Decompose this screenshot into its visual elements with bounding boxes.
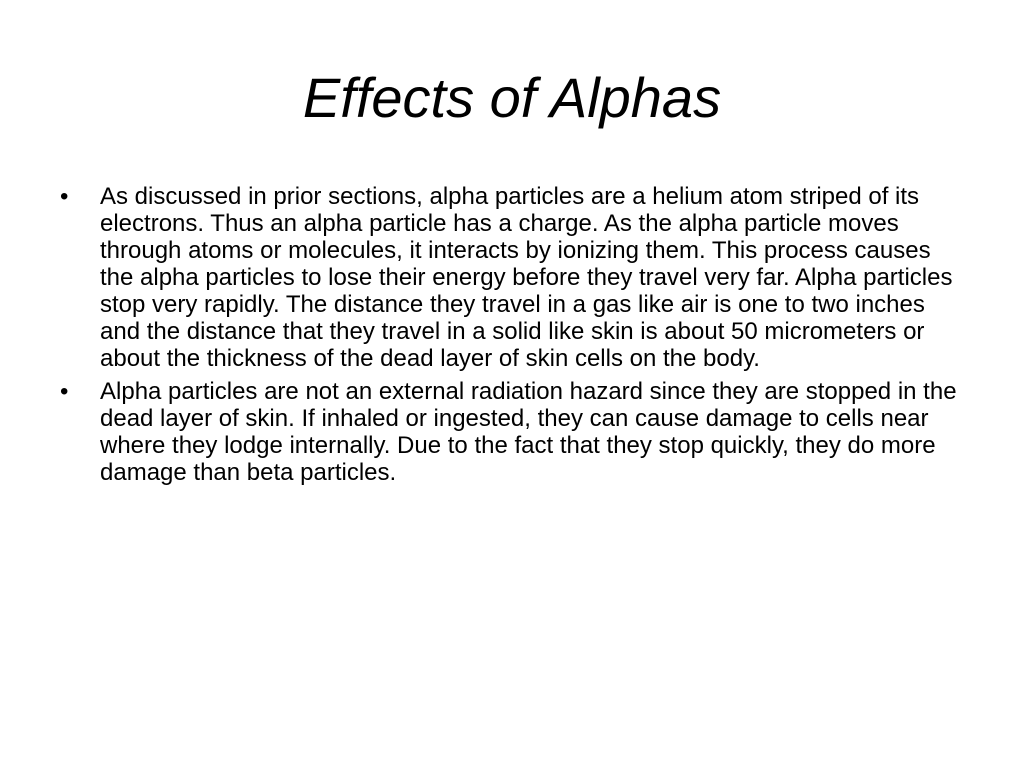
bullet-list [60,183,970,492]
bullet-text: As discussed in prior sections, alpha particles are a helium atom striped of its electrons. Thus an alpha particle has a charge. As the alpha particle moves through atoms or molecules, it interacts by ionizing them. This process causes the alpha particles to lose their energy before they travel very far. Alpha particles stop very rapidly. The distance they travel in a gas like air is one to two inches and the distance that they travel in a solid like skin is about 50 micrometers or about the thickness of the dead layer of skin cells on the body. [100,183,953,372]
slide-title: Effects of Alphas [302,66,722,129]
bullet-text: Alpha particles are not an external radiation hazard since they are stopped in the dead layer of skin. If inhaled or ingested, they can cause damage to cells near where they lodge internally. Due to the fact that they stop quickly, they do more damage than beta particles. [100,378,957,486]
bullet-marker: • [60,183,69,210]
bullet-item [60,183,970,372]
bullet-item [60,378,970,486]
bullet-marker: • [60,378,69,405]
